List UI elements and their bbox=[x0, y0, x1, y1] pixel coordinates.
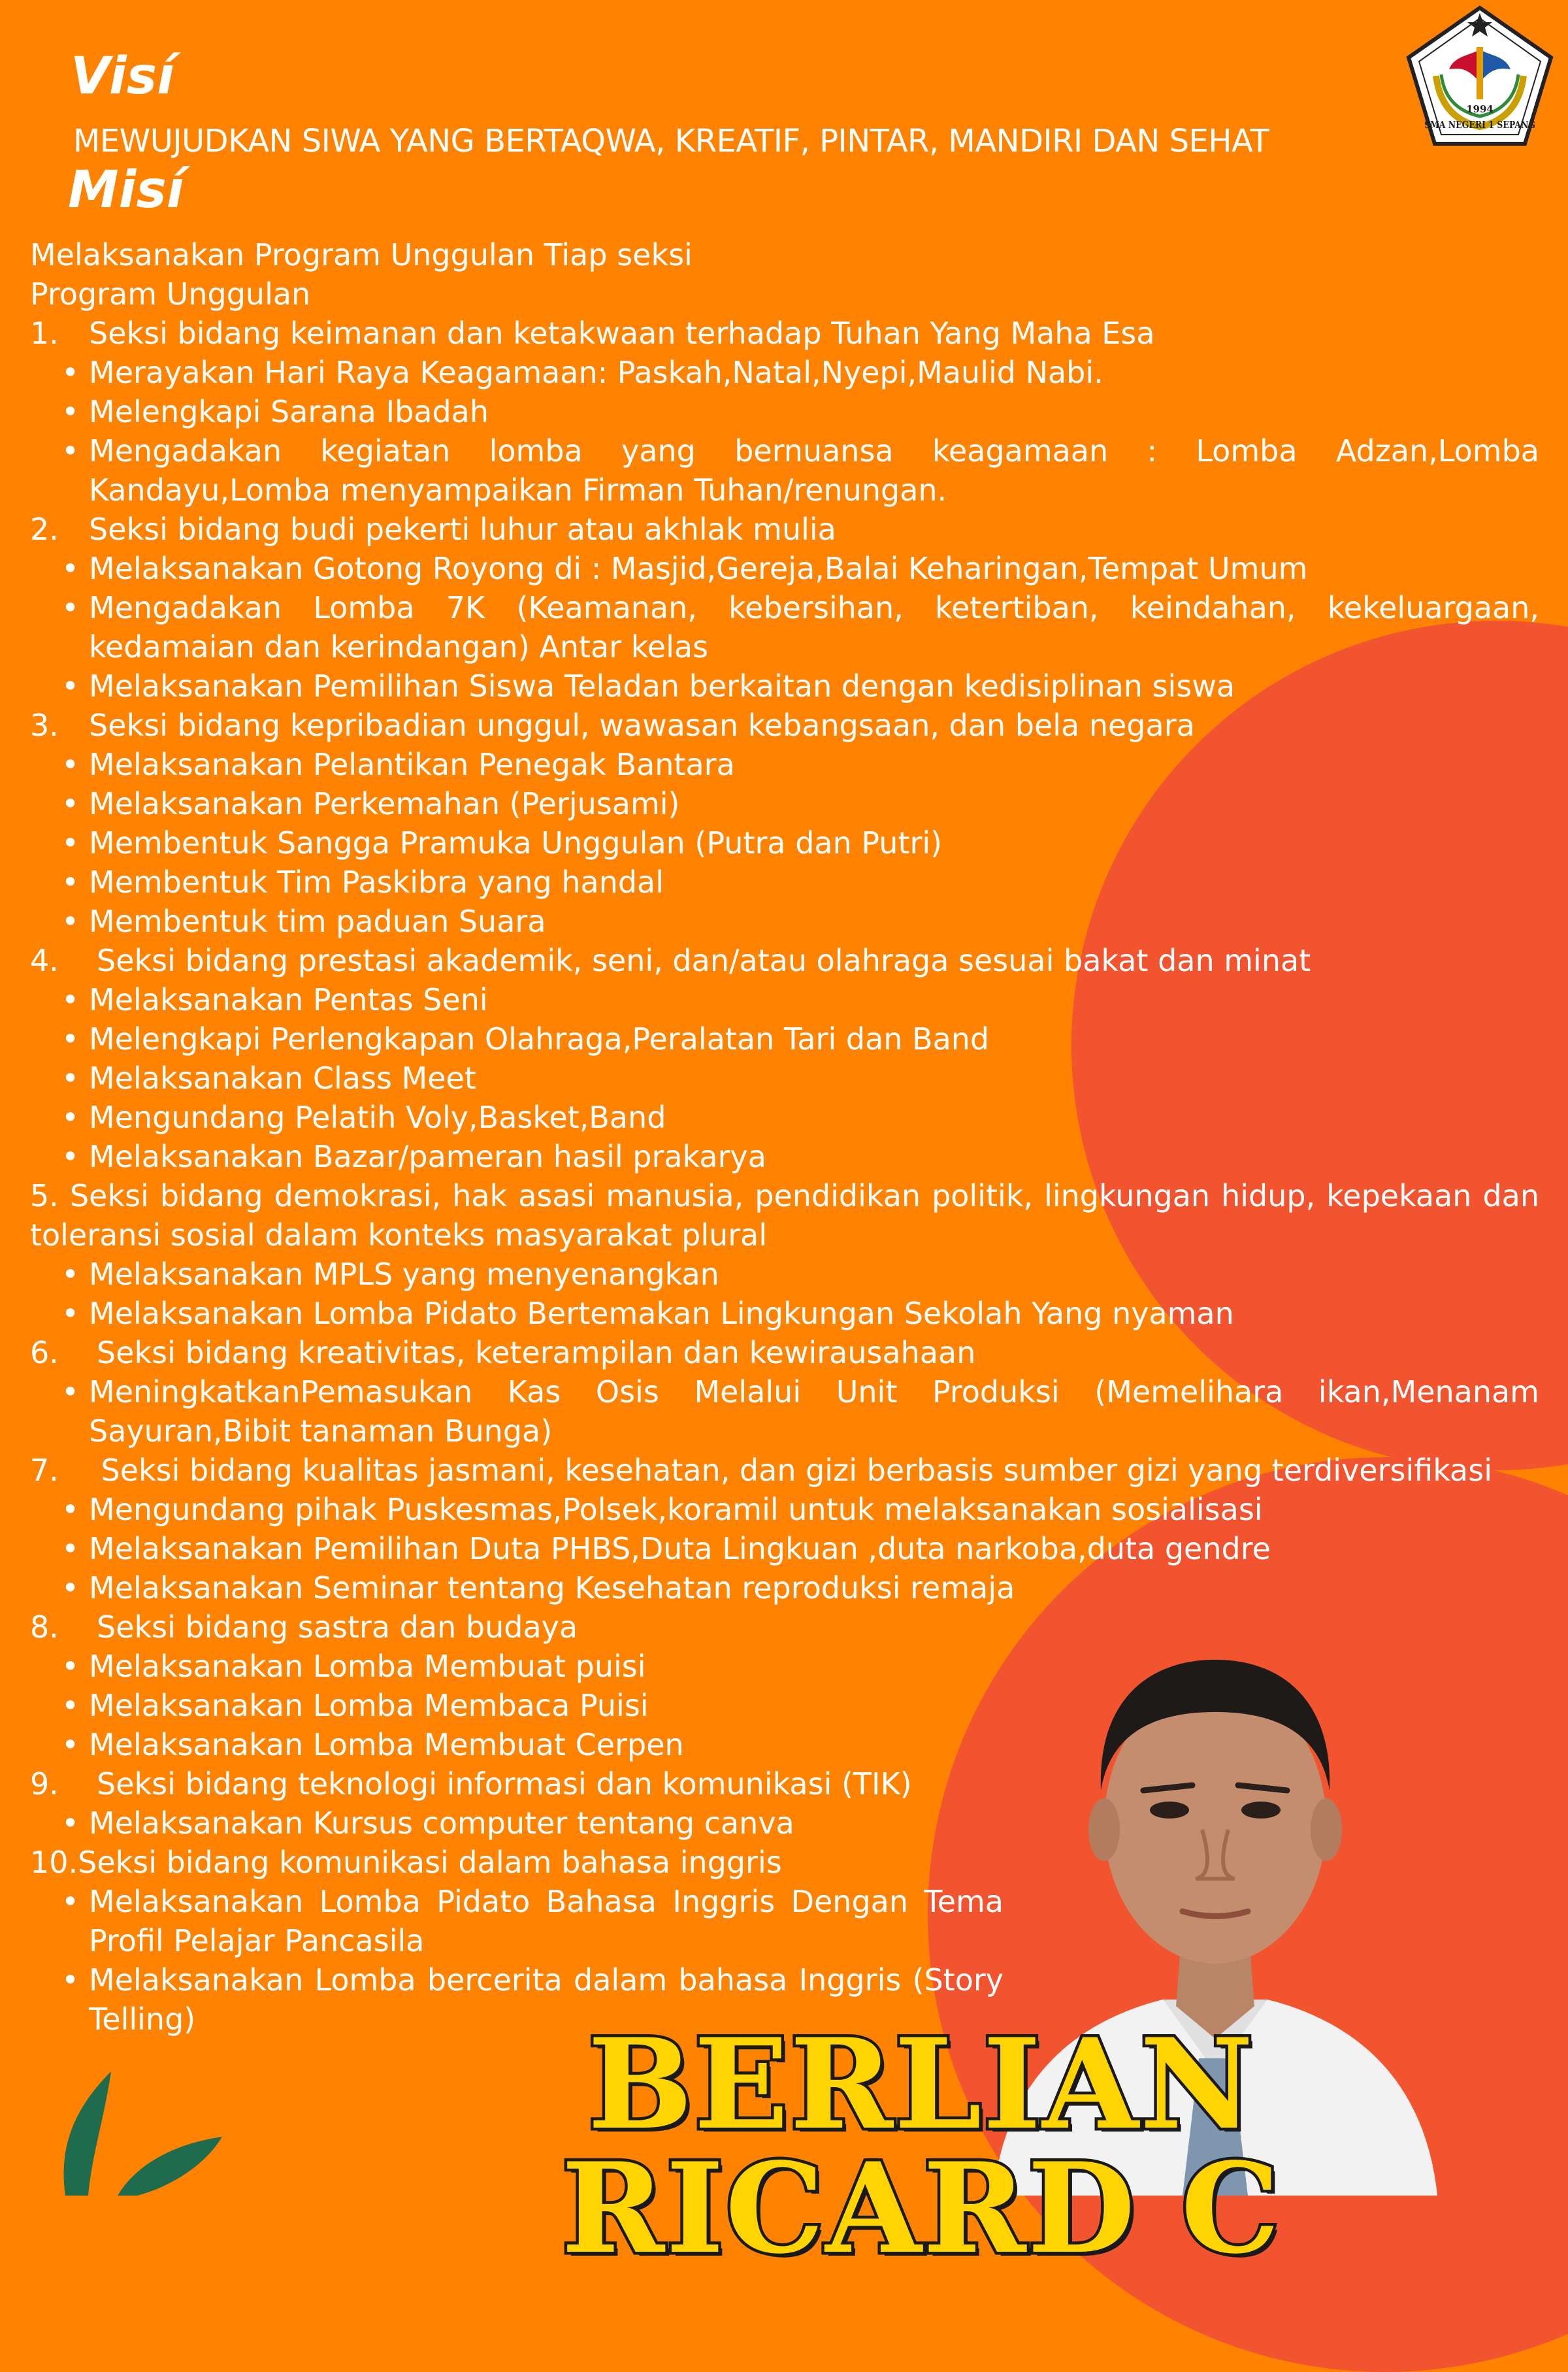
list-item: • Mengadakan kegiatan lomba yang bernuansa keagamaan : Lomba Adzan,Lomba Kandayu,Lomba menyampaikan Firman Tuhan/renungan. bbox=[89, 431, 1539, 510]
section-title: Seksi bidang sastra dan budaya bbox=[97, 1609, 578, 1645]
list-item: • Melaksanakan Seminar tentang Kesehatan reproduksi remaja bbox=[89, 1568, 1539, 1607]
school-logo-icon bbox=[1402, 4, 1558, 150]
section-2-items bbox=[30, 549, 1539, 706]
misi-heading: Misí bbox=[68, 161, 184, 220]
list-item: • Melaksanakan Pemilihan Siswa Teladan berkaitan dengan kedisiplinan siswa bbox=[89, 667, 1539, 706]
list-item: • Melaksanakan Lomba Pidato Bahasa Inggris Dengan Tema Profil Pelajar Pancasila bbox=[89, 1882, 1004, 1960]
section-number: 10. bbox=[30, 1845, 78, 1880]
list-item: • Melaksanakan Lomba Pidato Bertemakan Lingkungan Sekolah Yang nyaman bbox=[89, 1294, 1539, 1333]
section-number: 2. bbox=[30, 512, 59, 547]
list-item: • Mengundang Pelatih Voly,Basket,Band bbox=[89, 1098, 1539, 1137]
program-label: Program Unggulan bbox=[30, 276, 311, 312]
section-4 bbox=[30, 941, 1539, 980]
list-item: • Mengundang pihak Puskesmas,Polsek,koramil untuk melaksanakan sosialisasi bbox=[89, 1490, 1539, 1529]
list-item: • Melengkapi Sarana Ibadah bbox=[89, 392, 1539, 431]
logo-school-name: SMA NEGERI 1 SEPANG bbox=[1424, 119, 1535, 131]
list-item: • Membentuk Sangga Pramuka Unggulan (Putra dan Putri) bbox=[89, 823, 1539, 863]
misi-intro: Melaksanakan Program Unggulan Tiap seksi bbox=[30, 237, 693, 272]
list-item: • Melaksanakan Pelantikan Penegak Bantara bbox=[89, 745, 1539, 784]
list-item: • Melaksanakan Bazar/pameran hasil prakarya bbox=[89, 1137, 1539, 1176]
section-3-items bbox=[30, 745, 1539, 941]
section-title: Seksi bidang prestasi akademik, seni, dan/atau olahraga sesuai bakat dan minat bbox=[97, 943, 1311, 978]
list-item: • Melaksanakan Pemilihan Duta PHBS,Duta Lingkuan ,duta narkoba,duta gendre bbox=[89, 1529, 1539, 1568]
section-title: Seksi bidang kreativitas, keterampilan dan kewirausahaan bbox=[97, 1335, 976, 1370]
list-item: • Mengadakan Lomba 7K (Keamanan, kebersihan, ketertiban, keindahan, kekeluargaan, kedamaian dan kerindangan) Antar kelas bbox=[89, 588, 1539, 667]
section-title: Seksi bidang budi pekerti luhur atau akhlak mulia bbox=[89, 512, 836, 547]
list-item: • Melaksanakan Lomba bercerita dalam bahasa Inggris (Story Telling) bbox=[89, 1960, 1004, 2039]
section-number: 4. bbox=[30, 943, 59, 978]
section-number: 8. bbox=[30, 1609, 59, 1645]
section-3 bbox=[30, 706, 1539, 745]
section-1-items bbox=[30, 353, 1539, 510]
section-7 bbox=[30, 1451, 1539, 1490]
section-1 bbox=[30, 314, 1539, 353]
list-item: • Melaksanakan Lomba Membaca Puisi bbox=[89, 1686, 1539, 1725]
section-title: Seksi bidang keimanan dan ketakwaan terhadap Tuhan Yang Maha Esa bbox=[89, 316, 1155, 351]
logo-year: 1994 bbox=[1466, 103, 1494, 115]
list-item: • Melengkapi Perlengkapan Olahraga,Peralatan Tari dan Band bbox=[89, 1019, 1539, 1059]
section-number: 7. bbox=[30, 1453, 59, 1488]
list-item: • Melaksanakan Lomba Membuat puisi bbox=[89, 1647, 1539, 1686]
section-number: 9. bbox=[30, 1766, 59, 1802]
leaf-decoration-icon bbox=[26, 2032, 222, 2196]
list-item: • Melaksanakan Kursus computer tentang canva bbox=[89, 1804, 1539, 1843]
list-item: • Membentuk tim paduan Suara bbox=[89, 902, 1539, 941]
section-title: Seksi bidang komunikasi dalam bahasa inggris bbox=[78, 1845, 782, 1880]
list-item: • Melaksanakan Perkemahan (Perjusami) bbox=[89, 784, 1539, 823]
section-title: Seksi bidang demokrasi, hak asasi manusia, pendidikan politik, lingkungan hidup, kepekaan dan toleransi sosial dalam konteks masyarakat plural bbox=[30, 1178, 1540, 1253]
section-title: Seksi bidang kepribadian unggul, wawasan kebangsaan, dan bela negara bbox=[89, 708, 1195, 743]
list-item: • Melaksanakan Pentas Seni bbox=[89, 980, 1539, 1019]
list-item: • Melaksanakan MPLS yang menyenangkan bbox=[89, 1255, 1539, 1294]
list-item: • Melaksanakan Class Meet bbox=[89, 1059, 1539, 1098]
candidate-name: BERLIAN RICARD C bbox=[561, 2011, 1281, 2281]
section-number: 1. bbox=[30, 316, 59, 351]
section-5-items bbox=[30, 1255, 1539, 1333]
section-2 bbox=[30, 510, 1539, 549]
section-4-items bbox=[30, 980, 1539, 1176]
section-number: 3. bbox=[30, 708, 59, 743]
section-title: Seksi bidang kualitas jasmani, kesehatan, dan gizi berbasis sumber gizi yang terdiversifikasi bbox=[101, 1453, 1492, 1488]
section-6 bbox=[30, 1333, 1539, 1372]
section-6-items bbox=[30, 1372, 1539, 1451]
list-item: • Melaksanakan Gotong Royong di : Masjid,Gereja,Balai Keharingan,Tempat Umum bbox=[89, 549, 1539, 588]
section-5 bbox=[30, 1176, 1539, 1255]
section-7-items bbox=[30, 1490, 1539, 1607]
list-item: • Merayakan Hari Raya Keagamaan: Paskah,Natal,Nyepi,Maulid Nabi. bbox=[89, 353, 1539, 392]
section-number: 5. bbox=[30, 1178, 59, 1213]
list-item: • Membentuk Tim Paskibra yang handal bbox=[89, 863, 1539, 902]
section-title: Seksi bidang teknologi informasi dan komunikasi (TIK) bbox=[97, 1766, 912, 1802]
visi-text: MEWUJUDKAN SIWA YANG BERTAQWA, KREATIF, PINTAR, MANDIRI DAN SEHAT bbox=[73, 123, 1269, 159]
list-item: • MeningkatkanPemasukan Kas Osis Melalui Unit Produksi (Memelihara ikan,Menanam Sayuran,Bibit tanaman Bunga) bbox=[89, 1372, 1539, 1451]
visi-heading: Visí bbox=[71, 47, 174, 106]
section-number: 6. bbox=[30, 1335, 59, 1370]
list-item: • Melaksanakan Lomba Membuat Cerpen bbox=[89, 1725, 1539, 1764]
